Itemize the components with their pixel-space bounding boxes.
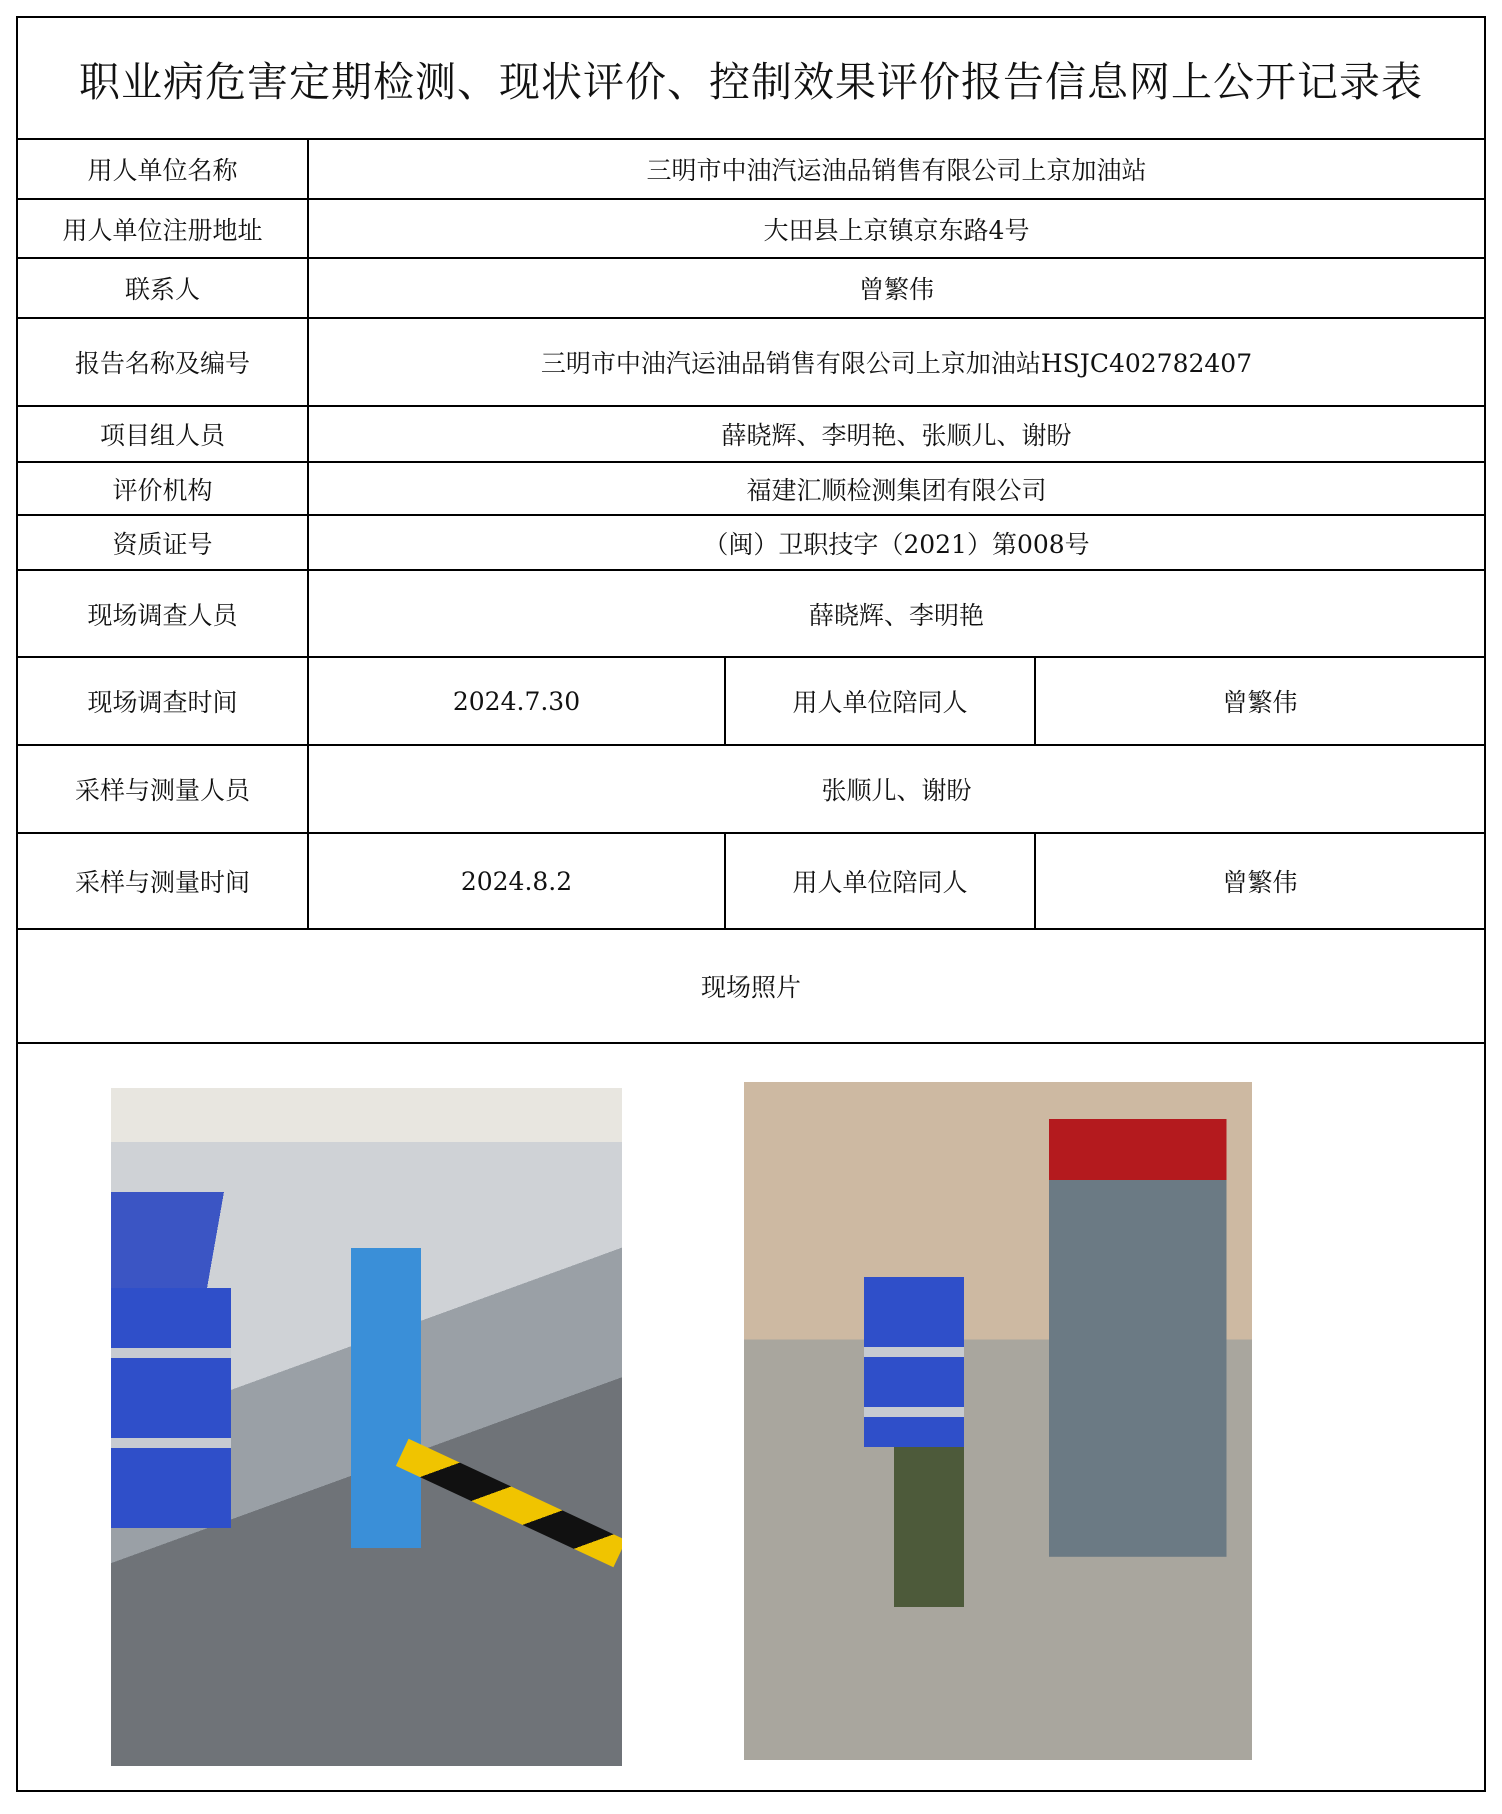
worker-figure [864, 1277, 964, 1447]
label-survey-companion: 用人单位陪同人 [725, 657, 1035, 745]
value-team: 薛晓辉、李明艳、张顺儿、谢盼 [308, 406, 1485, 462]
worker-figure [111, 1288, 231, 1528]
value-survey-staff: 薛晓辉、李明艳 [308, 570, 1485, 657]
value-sampling-staff: 张顺儿、谢盼 [308, 745, 1485, 833]
value-certificate: （闽）卫职技字（2021）第008号 [308, 515, 1485, 570]
value-employer-name: 三明市中油汽运油品销售有限公司上京加油站 [308, 139, 1485, 199]
value-sampling-time: 2024.8.2 [308, 833, 725, 929]
label-employer-name: 用人单位名称 [17, 139, 308, 199]
photos-cell [17, 1043, 1485, 1791]
attendant-figure [351, 1248, 421, 1548]
label-employer-address: 用人单位注册地址 [17, 199, 308, 258]
value-agency: 福建汇顺检测集团有限公司 [308, 462, 1485, 515]
label-team: 项目组人员 [17, 406, 308, 462]
label-survey-time: 现场调查时间 [17, 657, 308, 745]
label-certificate: 资质证号 [17, 515, 308, 570]
label-sampling-time: 采样与测量时间 [17, 833, 308, 929]
label-sampling-staff: 采样与测量人员 [17, 745, 308, 833]
photos-heading: 现场照片 [17, 929, 1485, 1043]
value-survey-companion: 曾繁伟 [1035, 657, 1485, 745]
site-photo-1 [111, 1088, 622, 1766]
value-survey-time: 2024.7.30 [308, 657, 725, 745]
value-contact: 曾繁伟 [308, 258, 1485, 318]
label-survey-staff: 现场调查人员 [17, 570, 308, 657]
record-table [16, 16, 1486, 1792]
value-sampling-companion: 曾繁伟 [1035, 833, 1485, 929]
safety-barrier [396, 1439, 622, 1568]
value-employer-address: 大田县上京镇京东路4号 [308, 199, 1485, 258]
worker-legs [894, 1447, 964, 1607]
label-contact: 联系人 [17, 258, 308, 318]
site-photo-2 [744, 1082, 1252, 1760]
label-report: 报告名称及编号 [17, 318, 308, 406]
value-report: 三明市中油汽运油品销售有限公司上京加油站HSJC402782407 [308, 318, 1485, 406]
label-sampling-companion: 用人单位陪同人 [725, 833, 1035, 929]
label-agency: 评价机构 [17, 462, 308, 515]
page-title: 职业病危害定期检测、现状评价、控制效果评价报告信息网上公开记录表 [17, 17, 1485, 139]
